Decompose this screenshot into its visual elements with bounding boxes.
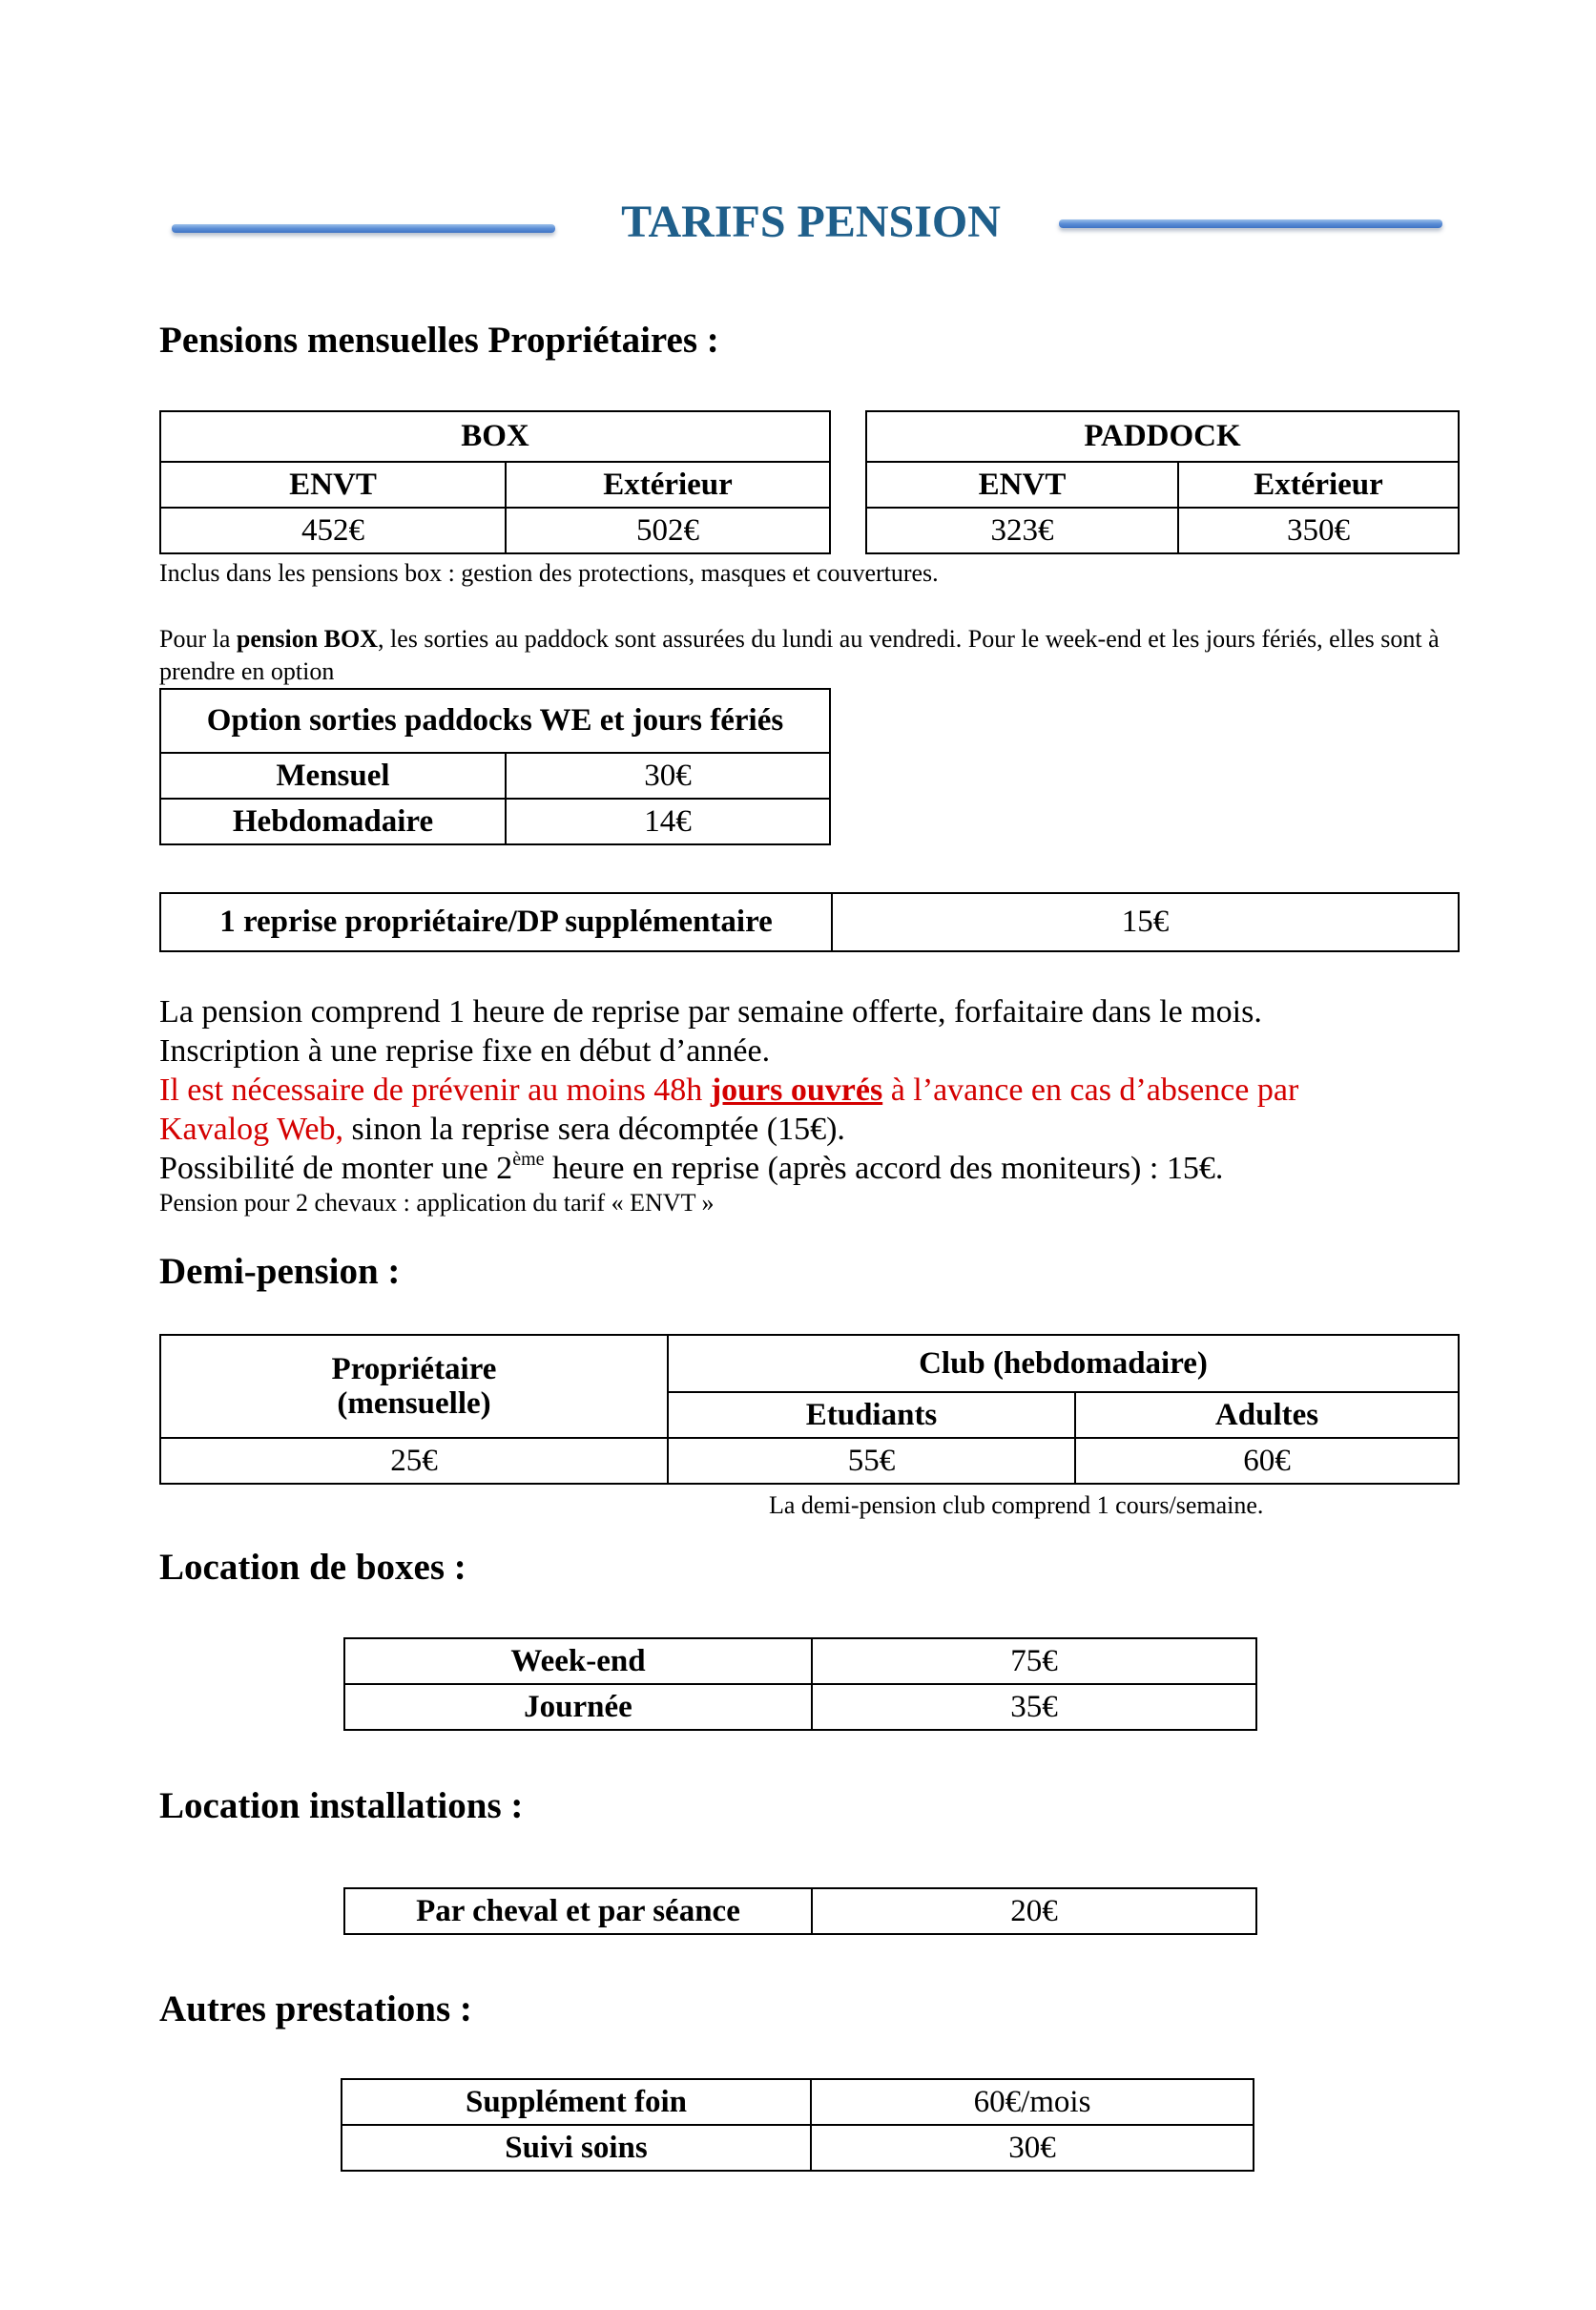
boxes-row-label: Journée: [344, 1684, 812, 1730]
box-col-exterieur: Extérieur: [506, 462, 830, 508]
demi-prop-header-line: Propriétaire: [331, 1351, 497, 1386]
paragraph-line-small: Pension pour 2 chevaux : application du tarif « ENVT »: [159, 1189, 715, 1217]
boxes-row-value: 35€: [812, 1684, 1256, 1730]
demi-club-header: Club (hebdomadaire): [668, 1335, 1459, 1392]
installations-row-label: Par cheval et par séance: [344, 1888, 812, 1934]
autres-row-label: Suivi soins: [342, 2125, 811, 2171]
demi-col-etudiants: Etudiants: [668, 1392, 1075, 1438]
note-demi-pension: La demi-pension club comprend 1 cours/semaine.: [769, 1491, 1264, 1519]
paragraph-line: La pension comprend 1 heure de reprise par semaine offerte, forfaitaire dans le mois.: [159, 994, 1262, 1030]
page-title: TARIFS PENSION: [621, 197, 1001, 247]
box-col-envt: ENVT: [160, 462, 506, 508]
demi-col-adultes: Adultes: [1075, 1392, 1459, 1438]
paragraph-line: [159, 1149, 1476, 1188]
option-table-header: Option sorties paddocks WE et jours fériés: [160, 689, 830, 753]
location-boxes-table: [343, 1637, 1257, 1731]
paddock-table: [865, 410, 1460, 554]
warning-text: Il est nécessaire de prévenir au moins 48h: [159, 1072, 711, 1108]
paragraph-text: Possibilité de monter une 2: [159, 1151, 513, 1186]
note-pension-box-bold: pension BOX: [236, 625, 378, 653]
section-heading-autres: Autres prestations :: [159, 1988, 472, 2029]
box-table-header: BOX: [160, 411, 830, 462]
reprise-table: [159, 892, 1460, 952]
paddock-table-header: PADDOCK: [866, 411, 1459, 462]
note-inclus: Inclus dans les pensions box : gestion des protections, masques et couvertures.: [159, 559, 939, 587]
option-row-value: 14€: [506, 799, 830, 844]
option-row-value: 30€: [506, 753, 830, 799]
box-table: [159, 410, 831, 554]
pension-paragraph: [159, 992, 1476, 1218]
option-row-label: Hebdomadaire: [160, 799, 506, 844]
warning-text: à l’avance en cas d’absence par: [882, 1072, 1299, 1108]
demi-prop-header: [160, 1335, 668, 1438]
autres-row-label: Supplément foin: [342, 2079, 811, 2125]
paddock-col-exterieur: Extérieur: [1178, 462, 1459, 508]
option-paddock-table: [159, 688, 831, 845]
paddock-value-envt: 323€: [866, 508, 1178, 553]
reprise-value: 15€: [832, 893, 1459, 951]
paragraph-text: heure en reprise (après accord des moniteurs) : 15€.: [544, 1151, 1224, 1186]
boxes-row-label: Week-end: [344, 1638, 812, 1684]
box-value-exterieur: 502€: [506, 508, 830, 553]
paddock-col-envt: ENVT: [866, 462, 1178, 508]
installations-row-value: 20€: [812, 1888, 1256, 1934]
section-heading-location-installations: Location installations :: [159, 1785, 524, 1826]
title-rule-right: [1059, 219, 1442, 228]
note-pension-box-post: , les sorties au paddock sont assurées du lundi au vendredi. Pour le week-end et les jours fériés, elles sont à prendre en option: [159, 625, 1440, 685]
demi-value-adultes: 60€: [1075, 1438, 1459, 1484]
section-heading-location-boxes: Location de boxes :: [159, 1547, 466, 1588]
autres-prestations-table: [341, 2078, 1254, 2172]
option-row-label: Mensuel: [160, 753, 506, 799]
reprise-label: 1 reprise propriétaire/DP supplémentaire: [160, 893, 832, 951]
demi-prop-header-line: (mensuelle): [337, 1386, 491, 1421]
autres-row-value: 30€: [811, 2125, 1254, 2171]
paragraph-text: sinon la reprise sera décomptée (15€).: [343, 1112, 845, 1147]
demi-value-etudiants: 55€: [668, 1438, 1075, 1484]
title-rule-left: [172, 224, 555, 233]
note-pension-box: [159, 623, 1457, 688]
paragraph-line: [159, 1110, 1476, 1149]
paragraph-line-warning: [159, 1071, 1476, 1110]
autres-row-value: 60€/mois: [811, 2079, 1254, 2125]
box-value-envt: 452€: [160, 508, 506, 553]
section-heading-proprietaires: Pensions mensuelles Propriétaires :: [159, 320, 719, 361]
demi-pension-table: [159, 1334, 1460, 1485]
demi-value-proprietaire: 25€: [160, 1438, 668, 1484]
paragraph-line: Inscription à une reprise fixe en début d’année.: [159, 1033, 771, 1069]
warning-text: Kavalog Web,: [159, 1112, 344, 1147]
note-pension-box-pre: Pour la: [159, 625, 237, 653]
warning-emphasis: jours ouvrés: [710, 1072, 883, 1108]
boxes-row-value: 75€: [812, 1638, 1256, 1684]
location-installations-table: [343, 1887, 1257, 1935]
section-heading-demi-pension: Demi-pension :: [159, 1251, 401, 1292]
superscript: ème: [512, 1149, 545, 1170]
paddock-value-exterieur: 350€: [1178, 508, 1459, 553]
